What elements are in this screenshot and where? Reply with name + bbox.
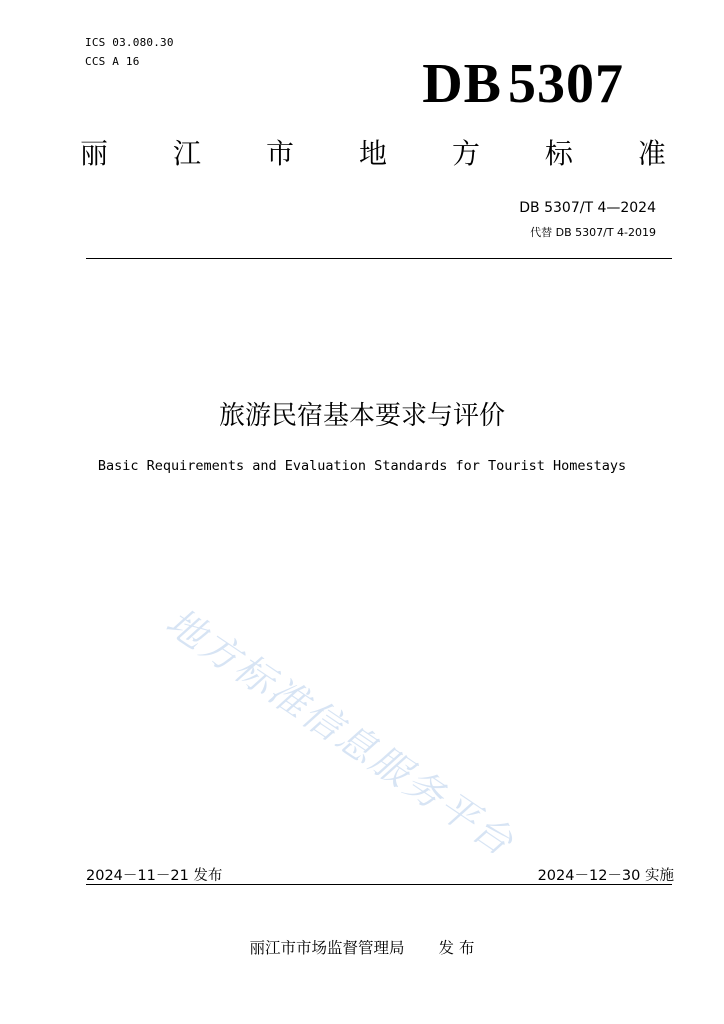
standard-number: DB 5307/T 4—2024 (519, 200, 656, 216)
standard-type-char: 准 (637, 137, 666, 170)
standard-type-char: 地 (358, 137, 387, 170)
issue-date: 2024－11－21 发布 (86, 868, 223, 884)
standard-type (80, 137, 666, 170)
replaces-standard: 代替 DB 5307/T 4-2019 (530, 226, 656, 239)
top-divider (86, 258, 672, 259)
issuing-authority (0, 936, 724, 958)
issuer-action: 发 布 (438, 939, 475, 957)
standard-code-number: 5307 (508, 53, 624, 115)
standard-type-char: 丽 (80, 137, 109, 170)
standard-code-prefix: DB (422, 53, 502, 115)
ics-code: ICS 03.080.30 (85, 36, 174, 49)
document-title-english: Basic Requirements and Evaluation Standards for Tourist Homestays (97, 458, 627, 474)
document-title-chinese: 旅游民宿基本要求与评价 (218, 401, 505, 431)
standard-type-char: 标 (544, 137, 573, 170)
ccs-code: CCS A 16 (85, 55, 140, 68)
watermark: 地方标准信息服务平台 (158, 599, 523, 866)
implementation-date: 2024－12－30 实施 (537, 868, 674, 884)
standard-code (422, 53, 624, 115)
issuer-name: 丽江市市场监督管理局 (249, 939, 405, 957)
bottom-divider (86, 884, 672, 885)
standard-type-char: 方 (451, 137, 480, 170)
standard-type-char: 江 (172, 137, 201, 170)
standard-type-char: 市 (265, 137, 294, 170)
